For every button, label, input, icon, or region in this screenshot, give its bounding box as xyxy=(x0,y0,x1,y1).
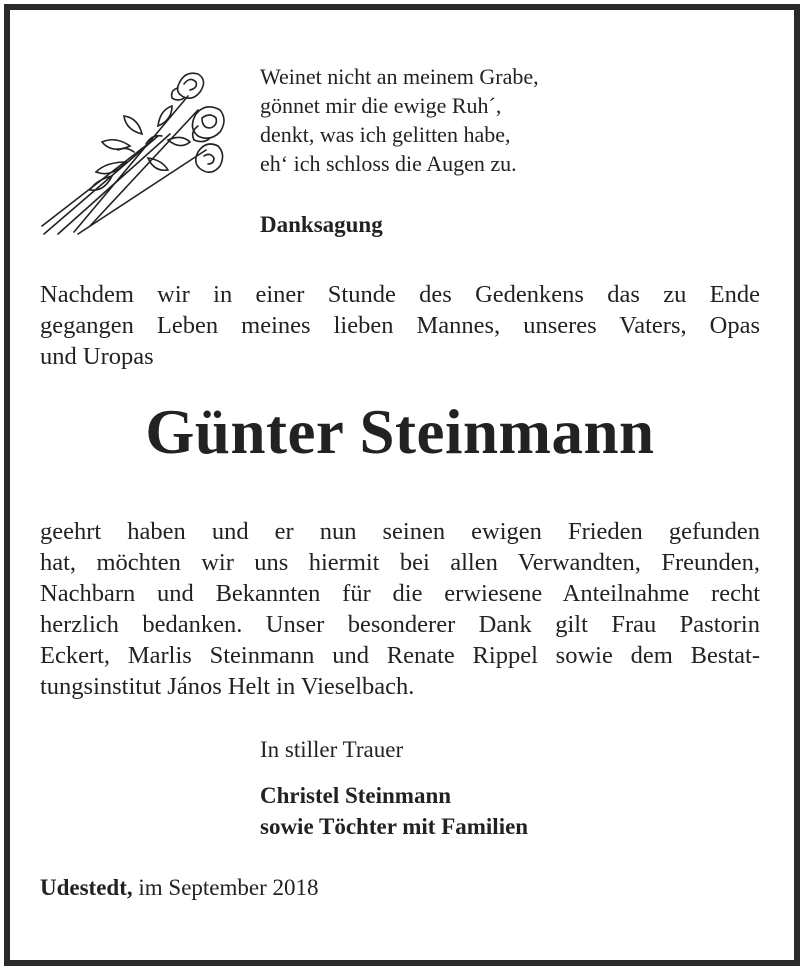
text-line: gegangen Leben meines lieben Mannes, unseres Vaters, Opas xyxy=(40,312,760,339)
body-paragraph xyxy=(40,516,760,702)
poem-line: eh‘ ich schloss die Augen zu. xyxy=(260,151,517,176)
poem-line: denkt, was ich gelitten habe, xyxy=(260,122,511,147)
heading: Danksagung xyxy=(260,212,383,237)
mourning-line: In stiller Trauer xyxy=(260,737,404,762)
roses-icon xyxy=(38,66,228,236)
text-line: Nachdem wir in einer Stunde des Gedenkens das zu Ende xyxy=(40,281,760,308)
intro-paragraph xyxy=(40,279,760,372)
signatures xyxy=(260,780,528,842)
place: Udestedt, xyxy=(40,875,133,900)
deceased-name: Günter Steinmann xyxy=(145,397,655,467)
date: im September 2018 xyxy=(138,875,319,900)
text-line: Eckert, Marlis Steinmann und Renate Rippel sowie dem Bestat- xyxy=(40,642,760,669)
signature-line: sowie Töchter mit Familien xyxy=(260,814,529,839)
text-line: und Uropas xyxy=(40,343,154,370)
text-line: tungsinstitut János Helt in Vieselbach. xyxy=(40,673,415,700)
text-line: Nachbarn und Bekannten für die erwiesene Anteilnahme recht xyxy=(40,580,760,607)
text-line: hat, möchten wir uns hiermit bei allen Verwandten, Freunden, xyxy=(40,549,760,576)
text-line: geehrt haben und er nun seinen ewigen Frieden gefunden xyxy=(40,518,760,545)
poem-line: Weinet nicht an meinem Grabe, xyxy=(260,64,539,89)
signature-line: Christel Steinmann xyxy=(260,783,452,808)
poem xyxy=(260,62,539,178)
poem-line: gönnet mir die ewige Ruh´, xyxy=(260,93,502,118)
place-date xyxy=(40,875,319,901)
text-line: herzlich bedanken. Unser besonderer Dank gilt Frau Pastorin xyxy=(40,611,760,638)
